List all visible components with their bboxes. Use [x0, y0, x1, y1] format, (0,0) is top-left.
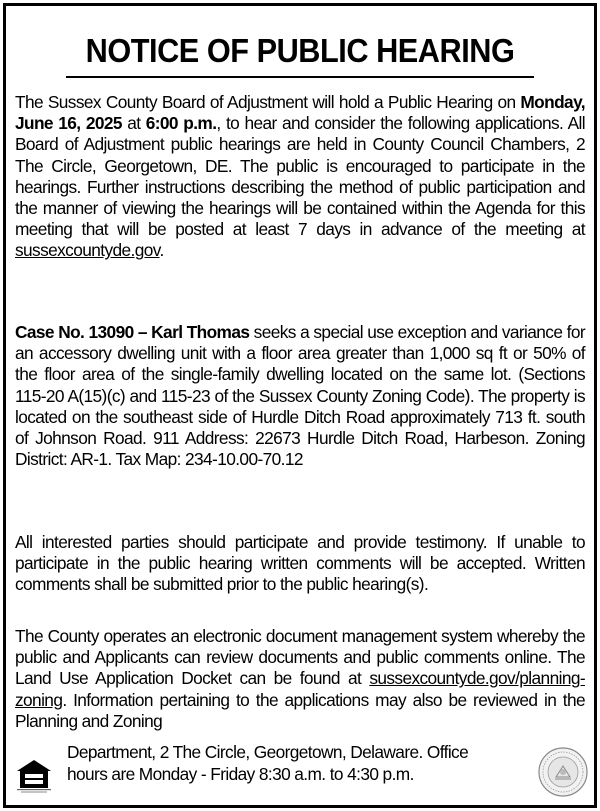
- docs-text-2: . Information pertaining to the applications may also be reviewed in the Planning and Zoning: [15, 689, 585, 731]
- county-website-link[interactable]: sussexcountyde.gov: [15, 240, 160, 261]
- intro-text-4: .: [159, 240, 164, 261]
- planning-zoning-link[interactable]: sussexcountyde.gov/planning-zoning: [15, 668, 585, 710]
- hearing-time: 6:00 p.m.: [145, 113, 217, 134]
- case-text: seeks a special use exception and variance for an accessory dwelling unit with a floor area greater than 1,000 sq ft or 50% of the floor area of the single-family dwelling located on the same lot. (Sections 115-20 A(15)(c) and 115-23 of the Sussex County Zoning Code). The property is located on the southeast side of Hurdle Ditch Road approximately 713 ft. south of Johnson Road. 911 Address: 22673 Hurdle Ditch Road, Harbeson. Zoning District: AR-1. Tax Map: 234-10.00-70.12: [15, 322, 585, 470]
- hearing-date: Monday, June 16, 2025: [15, 92, 585, 134]
- intro-text-2: at: [121, 113, 146, 134]
- equal-housing-logo-icon: [15, 758, 53, 794]
- office-info-line-2: hours are Monday - Friday 8:30 a.m. to 4:30 p.m.: [67, 764, 414, 784]
- docs-paragraph: [15, 626, 585, 732]
- intro-paragraph: [15, 92, 585, 262]
- county-seal-icon: [538, 747, 588, 797]
- case-paragraph: [15, 322, 585, 470]
- case-heading: Case No. 13090 – Karl Thomas: [15, 322, 250, 342]
- participation-paragraph: All interested parties should participate and provide testimony. If unable to participate in the public hearing written comments will be accepted. Written comments shall be submitted prior to the public hearing(s).: [15, 532, 585, 595]
- title-rule: [66, 76, 534, 78]
- office-info-line-1: Department, 2 The Circle, Georgetown, Delaware. Office: [67, 742, 469, 762]
- office-info: [67, 741, 537, 785]
- notice-title: NOTICE OF PUBLIC HEARING: [85, 32, 515, 69]
- docs-text-1: The County operates an electronic document management system whereby the public and Applicants can review documents and public comments online. The Land Use Application Docket can be found at: [15, 626, 585, 689]
- intro-text-1: The Sussex County Board of Adjustment will hold a Public Hearing on: [15, 92, 521, 112]
- intro-text-3: , to hear and consider the following applications. All Board of Adjustment public hearings are held in County Council Chambers, 2 The Circle, Georgetown, DE. The public is encouraged to participate in the hearings. Further instructions describing the method of public participation and the manner of viewing the hearings will be contained within the Agenda for this meeting that will be posted at least 7 days in advance of the meeting at: [15, 113, 585, 240]
